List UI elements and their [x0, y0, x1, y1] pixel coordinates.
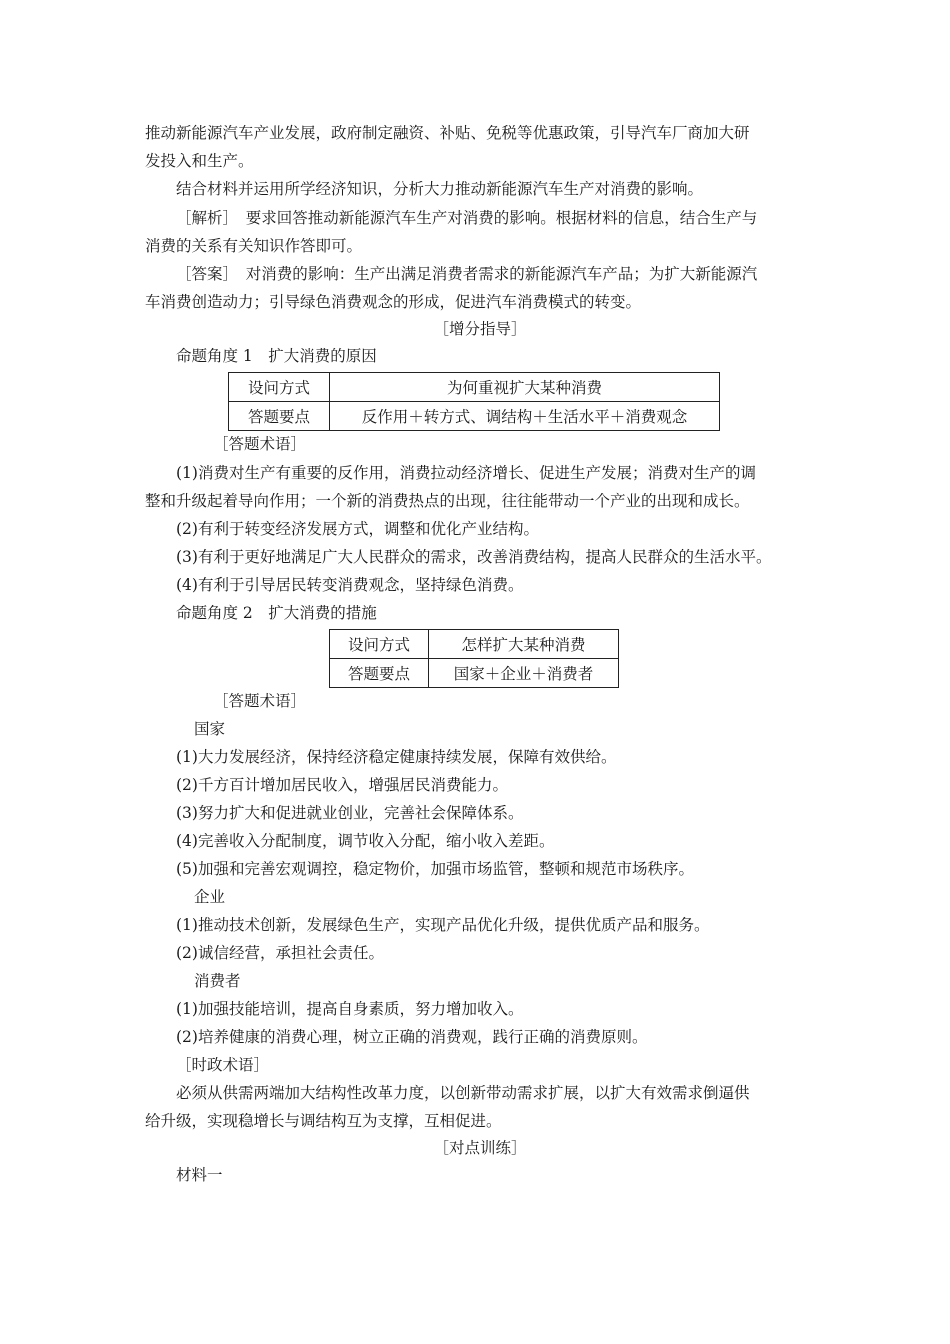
analysis-line-1: ［解析］ 要求回答推动新能源汽车生产对消费的影响。根据材料的信息，结合生产与 [176, 209, 758, 227]
angle1-point-4: (4)有利于引导居民转变消费观念，坚持绿色消费。 [176, 576, 524, 594]
politics-line-2: 给升级，实现稳增长与调结构互为支撑，互相促进。 [145, 1112, 502, 1130]
consumer-item-1: (1)加强技能培训，提高自身素质，努力增加收入。 [176, 1000, 524, 1018]
question-text: 结合材料并运用所学经济知识，分析大力推动新能源汽车生产对消费的影响。 [176, 180, 704, 198]
enterprise-item-2: (2)诚信经营，承担社会责任。 [176, 944, 384, 962]
angle1-title: 命题角度 1 扩大消费的原因 [176, 347, 377, 365]
angle1-point-2: (2)有利于转变经济发展方式，调整和优化产业结构。 [176, 520, 539, 538]
state-item-2: (2)千方百计增加居民收入，增强居民消费能力。 [176, 776, 508, 794]
table-cell: 答题要点 [229, 402, 330, 431]
state-item-3: (3)努力扩大和促进就业创业，完善社会保障体系。 [176, 804, 524, 822]
politics-label: ［时政术语］ [176, 1056, 270, 1074]
state-item-5: (5)加强和完善宏观调控，稳定物价，加强市场监管，整顿和规范市场秩序。 [176, 860, 694, 878]
analysis-line-2: 消费的关系有关知识作答即可。 [145, 237, 363, 255]
table-cell: 设问方式 [330, 630, 429, 659]
table-row [330, 630, 619, 659]
consumer-label: 消费者 [194, 972, 241, 990]
angle1-point-1-line-1: (1)消费对生产有重要的反作用，消费拉动经济增长、促进生产发展；消费对生产的调 [176, 464, 756, 482]
material-one-label: 材料一 [176, 1166, 223, 1184]
consumer-item-2: (2)培养健康的消费心理，树立正确的消费观，践行正确的消费原则。 [176, 1028, 648, 1046]
table-row [330, 659, 619, 688]
enterprise-label: 企业 [194, 888, 226, 906]
table-cell: 为何重视扩大某种消费 [330, 373, 720, 402]
angle1-table [228, 372, 720, 431]
angle1-point-3: (3)有利于更好地满足广大人民群众的需求，改善消费结构，提高人民群众的生活水平。 [176, 548, 772, 566]
state-item-1: (1)大力发展经济，保持经济稳定健康持续发展，保障有效供给。 [176, 748, 617, 766]
table-row [229, 402, 720, 431]
table-cell: 设问方式 [229, 373, 330, 402]
state-label: 国家 [194, 720, 226, 738]
angle1-point-1-line-2: 整和升级起着导向作用；一个新的消费热点的出现，往往能带动一个产业的出现和成长。 [145, 492, 750, 510]
state-item-4: (4)完善收入分配制度，调节收入分配，缩小收入差距。 [176, 832, 555, 850]
angle2-table [329, 629, 619, 688]
table-cell: 怎样扩大某种消费 [429, 630, 619, 659]
table-row [229, 373, 720, 402]
angle2-title: 命题角度 2 扩大消费的措施 [176, 604, 377, 622]
enterprise-item-1: (1)推动技术创新，发展绿色生产，实现产品优化升级，提供优质产品和服务。 [176, 916, 710, 934]
angle1-terms-label: ［答题术语］ [213, 435, 307, 453]
angle2-terms-label: ［答题术语］ [213, 692, 307, 710]
answer-line-2: 车消费创造动力；引导绿色消费观念的形成，促进汽车消费模式的转变。 [145, 293, 642, 311]
answer-line-1: ［答案］ 对消费的影响：生产出满足消费者需求的新能源汽车产品；为扩大新能源汽 [176, 265, 758, 283]
table-cell: 国家＋企业＋消费者 [429, 659, 619, 688]
training-title: ［对点训练］ [433, 1139, 527, 1157]
politics-line-1: 必须从供需两端加大结构性改革力度，以创新带动需求扩展，以扩大有效需求倒逼供 [176, 1084, 750, 1102]
table-cell: 答题要点 [330, 659, 429, 688]
material-text-line-1: 推动新能源汽车产业发展，政府制定融资、补贴、免税等优惠政策，引导汽车厂商加大研 [145, 124, 750, 142]
guide-title: ［增分指导］ [433, 320, 527, 338]
table-cell: 反作用＋转方式、调结构＋生活水平＋消费观念 [330, 402, 720, 431]
material-text-line-2: 发投入和生产。 [145, 152, 254, 170]
